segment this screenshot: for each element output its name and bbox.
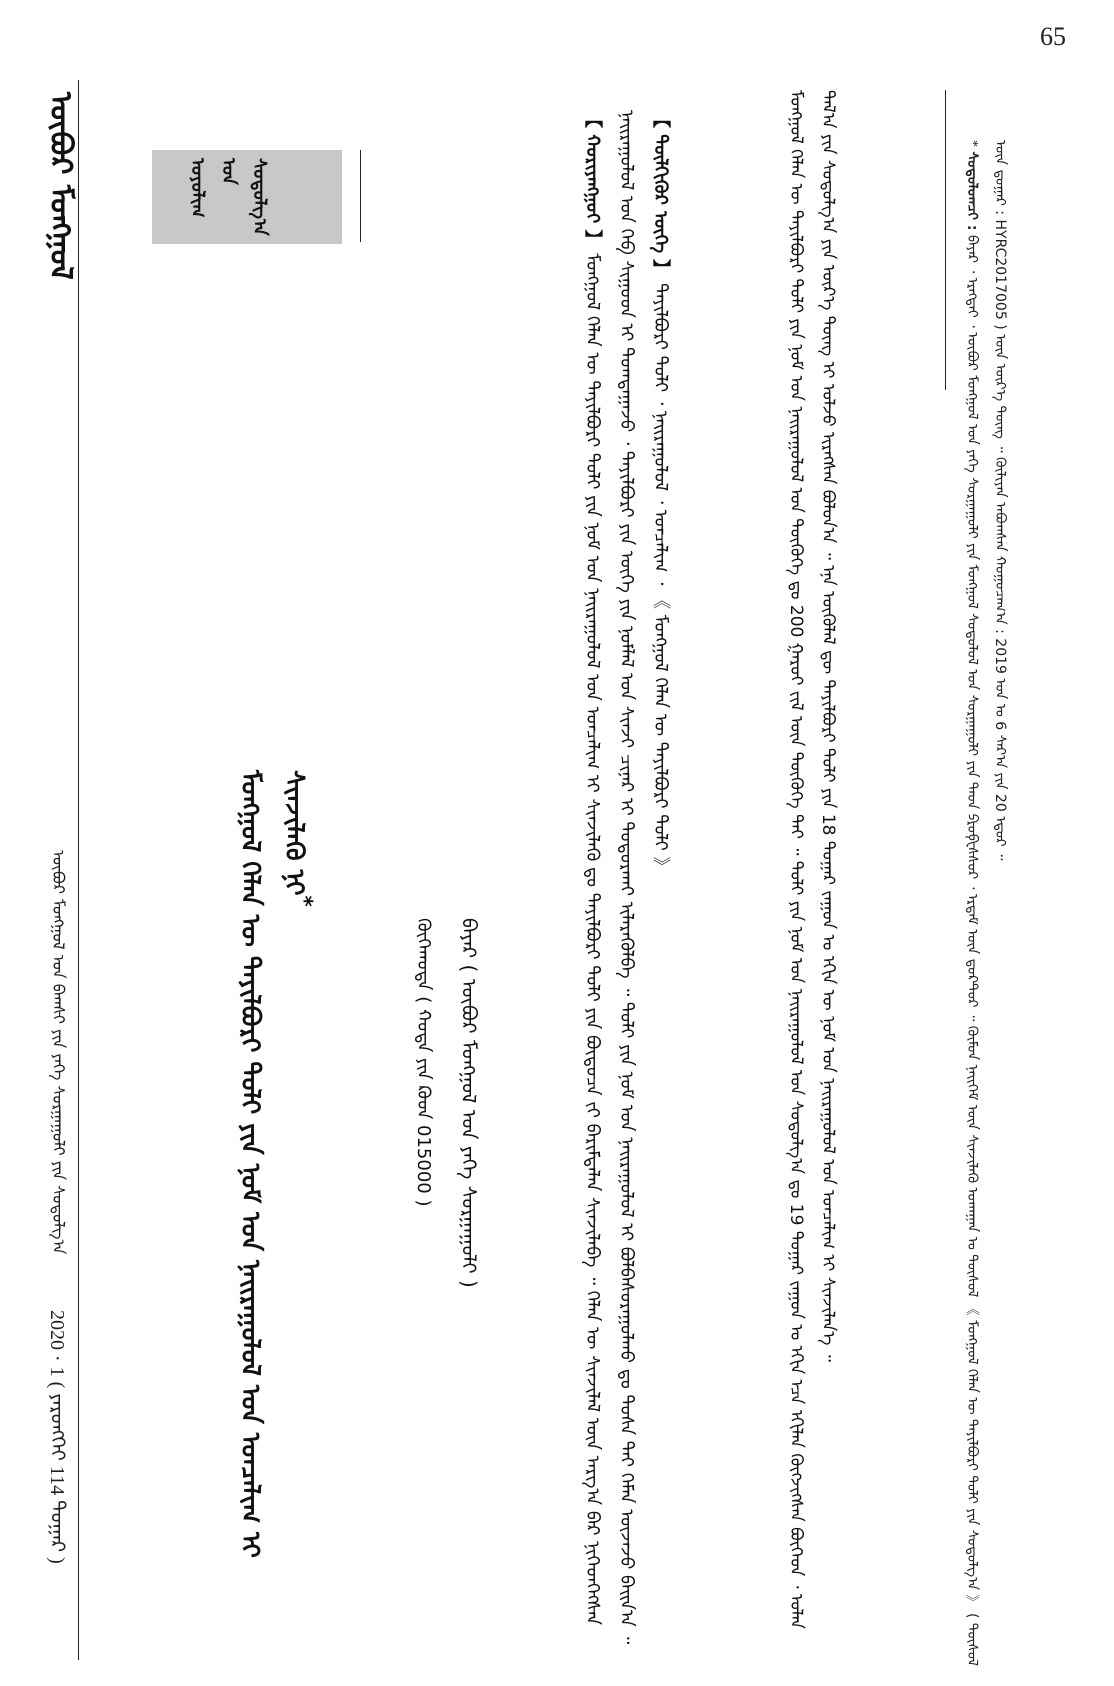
- category-rule: [360, 150, 361, 242]
- footnote-rule: [945, 90, 946, 390]
- keywords-heading: 【 ᠲᠦᠯᠬᠢᠭᠦᠷ ᠦᠭᠡ 】: [650, 110, 671, 278]
- article-title: [228, 770, 326, 1640]
- abstract-heading: 【 ᠬᠤᠷᠢᠶᠠᠩᠭᠤᠢ 】: [582, 110, 603, 248]
- issue-info: 2020 · 1 ( ᠶᠡᠷᠦᠩᠬᠡᠢ 114 ᠳᠤᠭᠠᠷ ): [46, 1310, 68, 1564]
- footnote-fund-prefix: ᠬᠥᠮᠦᠨ ᠨᠡᠢᠭᠡᠮ ᠦᠨ ᠰᠢᠨᠵᠢᠯᠡᠬᠦ ᠤᠬᠠᠭᠠᠨ ᠤ ᠲᠥᠰᠦᠯ 《 ᠮᠣᠩᠭᠣᠯ ᠬᠡᠯᠡᠨ ᠦ ᠲᠠᠶᠢᠯᠪᠤᠷᠢ ᠲᠣᠯᠢ ᠶᠢᠨ ᠰᠤᠳᠤᠯᠭ᠎ᠠ 》 ( ᠲᠥᠰᠦᠯ ᠦᠨ ᠳ᠋ᠤᠭᠠᠷ :: [964, 140, 1008, 1666]
- keywords-text: ᠲᠠᠶᠢᠯᠪᠤᠷᠢ ᠲᠣᠯᠢ ᠂ ᠨᠠᠢᠷᠠᠭᠤᠯᠤᠯ ᠂ ᠣᠨᠴᠠᠯᠢᠭ ᠂ 《 ᠮᠣᠩᠭᠣᠯ ᠬᠡᠯᠡᠨ ᠦ ᠲᠠᠶᠢᠯᠪᠤᠷᠢ ᠲᠣᠯᠢ 》: [650, 283, 671, 875]
- title-footnote-marker: *: [291, 895, 317, 907]
- category-box: [152, 150, 342, 244]
- author-line: ᠪᠠᠶᠠᠷ ( ᠥᠪᠦᠷ ᠮᠣᠩᠭᠣᠯ ᠤᠨ ᠶᠡᠬᠡ ᠰᠤᠷᠭᠠᠭᠤᠯᠢ ): [457, 918, 481, 1288]
- journal-subtitle: ᠥᠪᠦᠷ ᠮᠣᠩᠭᠣᠯ ᠤᠨ ᠪᠠᠭᠰᠢ ᠶᠢᠨ ᠶᠡᠬᠡ ᠰᠤᠷᠭᠠᠭᠤᠯᠢ ᠶᠢᠨ ᠰᠣᠳᠤᠯᠭ᠎ᠠ: [49, 850, 68, 1255]
- header-rule: [78, 80, 79, 1660]
- article-title-text: ᠮᠣᠩᠭᠣᠯ ᠬᠡᠯᠡᠨ ᠦ ᠲᠠᠶᠢᠯᠪᠤᠷᠢ ᠲᠣᠯᠢ ᠶᠢᠨ ᠨᠣᠮ ᠤᠨ ᠨᠠᠢᠷᠠᠭᠤᠯᠤᠯ ᠤᠨ ᠣᠨᠴᠠᠯᠢᠭ ᠢ ᠰᠢᠨᠵᠢᠯᠡᠬᠦ ᠨᠢ: [235, 770, 309, 1558]
- footnote-block: [958, 140, 1068, 1670]
- footnote-author-intro: ᠪᠠᠶᠠᠷ ᠂ ᠡᠷᠡᠭᠲᠡᠢ ᠂ ᠥᠪᠦᠷ ᠮᠣᠩᠭᠣᠯ ᠤᠨ ᠶᠡᠬᠡ ᠰᠤᠷᠭᠠᠭᠤᠯᠢ ᠶᠢᠨ ᠮᠣᠩᠭᠣᠯ ᠰᠤᠳᠤᠯᠤᠯ ᠤᠨ ᠰᠤᠷᠭᠠᠭᠤᠯᠢ ᠶᠢᠨ ᠳᠡᠳ ᠫᠷᠣᠹᠧᠰᠰᠣᠷ ᠂ ᠡᠷᠳᠡᠮ ᠦᠨ ᠳ᠋ᠣᠺᠲ᠋ᠣᠷ ᠃: [964, 234, 980, 1022]
- abstract-text: ᠮᠣᠩᠭᠣᠯ ᠬᠡᠯᠡᠨ ᠦ ᠲᠠᠶᠢᠯᠪᠤᠷᠢ ᠲᠣᠯᠢ ᠶᠢᠨ ᠨᠣᠮ ᠤᠨ ᠨᠠᠢᠷᠠᠭᠤᠯᠤᠯ ᠤᠨ ᠣᠨᠴᠠᠯᠢᠭ ᠢ ᠰᠢᠨᠵᠢᠯᠡᠬᠦ ᠳᠤ ᠲᠠᠶᠢᠯᠪᠤᠷᠢ ᠲᠣᠯᠢ ᠶᠢᠨ ᠪᠦᠲᠦᠴᠡ ᠵᠢ ᠪᠠᠷᠢᠮᠲᠠᠯᠠᠨ ᠰᠢᠨᠵᠢᠯᠡᠪᠡ ᠃ ᠬᠡᠯᠡᠨ ᠦ ᠰᠢᠨᠵᠢᠯᠡᠯ ᠦᠨ ᠠᠷᠭ᠎ᠠ ᠪᠠᠷ ᠨᠢᠭᠡᠳᠬᠡᠭᠰᠡᠨ ᠨᠠᠢᠷᠠᠭᠤᠯᠤᠯ ᠤᠨ ᠬᠡᠪ ᠰᠢᠭ᠋ᠤᠳ ᠢ ᠲᠣᠭᠲᠠᠭᠠᠵᠤ ᠂ ᠲᠠᠶᠢᠯᠪᠤᠷᠢ ᠶᠢᠨ ᠦᠭᠡ ᠶᠢᠨ ᠨᠣᠮᠯᠠᠯ ᠤᠨ ᠰᠢᠨᠵᠢ ᠴᠢᠨᠠᠷ ᠢ ᠲᠣᠳᠣᠷᠬᠠᠶ ᠢᠯᠡᠷᠡᠭᠦᠯᠪᠡ ᠃ ᠲᠣᠯᠢ ᠶᠢᠨ ᠨᠣᠮ ᠤᠨ ᠨᠠᠢᠷᠠᠭᠤᠯᠤᠯ ᠢ ᠪᠣᠯᠪᠠᠰᠤᠷᠠᠭᠤᠯᠬᠤ ᠳᠤ ᠲᠤᠰᠠ ᠲᠠᠢ ᠬᠡᠮᠡᠨ ᠦᠵᠡᠵᠦ ᠪᠠᠢᠨ᠎ᠠ ᠃: [582, 110, 637, 1645]
- page-number: 65: [1040, 22, 1066, 51]
- footnote-star: *: [965, 140, 980, 147]
- journal-name: ᠥᠪᠦᠷ ᠮᠣᠩᠭᠣᠯ: [43, 92, 78, 280]
- body-paragraph: ᠮᠣᠩᠭᠣᠯ ᠬᠡᠯᠡᠨ ᠦ ᠲᠠᠶᠢᠯᠪᠤᠷᠢ ᠲᠣᠯᠢ ᠶᠢᠨ ᠨᠣᠮ ᠤᠨ ᠨᠠᠢᠷᠠᠭᠤᠯᠤᠯ ᠤᠨ ᠲᠦᠭᠦᠬᠡ ᠳᠤ 200 ᠭᠠᠷᠤᠢ ᠵᠢᠯ ᠦᠨ ᠲᠦᠭᠦᠬᠡ ᠲᠠᠢ ᠃ ᠲᠣᠯᠢ ᠶᠢᠨ ᠨᠣᠮ ᠤᠨ ᠨᠠᠢᠷᠠᠭᠤᠯᠤᠯ ᠤᠨ ᠰᠤᠳᠤᠯᠭ᠎ᠠ ᠳᠤ 19 ᠳᠤᠭᠠᠷ ᠵᠠᠭᠤᠨ ᠤ ᠡᠬᠢᠨ ᠡᠴᠡ ᠡᠬᠢᠯᠡᠨ ᠬᠥᠭᠵᠢᠭᠰᠡᠨ ᠪᠥᠭᠡᠳ ᠂ ᠣᠯᠠᠨ ᠲᠠᠯ᠎ᠠ ᠶᠢᠨ ᠰᠤᠳᠤᠯᠭ᠎ᠠ ᠶᠢᠨ ᠦᠷ᠎ᠡ ᠳᠦᠩ ᠢ ᠣᠯᠵᠤ ᠢᠷᠡᠭᠰᠡᠨ ᠪᠣᠯᠤᠨ᠎ᠠ ᠃ ᠡᠨᠡ ᠦᠭᠦᠯᠡᠯ ᠳᠦ ᠲᠠᠶᠢᠯᠪᠤᠷᠢ ᠲᠣᠯᠢ ᠶᠢᠨ 18 ᠳᠤᠭᠠᠷ ᠵᠠᠭᠤᠨ ᠤ ᠡᠬᠢᠨ ᠦ ᠨᠣᠮ ᠤᠨ ᠨᠠᠢᠷᠠᠭᠤᠯᠤᠯ ᠤᠨ ᠣᠨᠴᠠᠯᠢᠭ ᠢ ᠰᠢᠨᠵᠢᠯᠡᠨ᠎ᠡ ᠃: [786, 90, 838, 1629]
- footnote-fund-code: HYRC2017005: [992, 219, 1008, 320]
- affiliation-line: ᠬᠥᠬᠡᠬᠣᠲᠠ ( ᠬᠣᠲᠠ ᠶᠢᠨ ᠺᠣᠳ 015000 ): [413, 918, 434, 1207]
- category-label: ᠤᠶᠤᠯᠢᠭ ᠤᠨ ᠰᠣᠳᠤᠯᠭ᠎ᠠ: [187, 158, 270, 236]
- footnote-label: ᠰᠤᠳᠤᠯᠤᠭᠴᠢ :: [964, 151, 980, 231]
- footnote-received: ᠬᠦᠯᠢᠶᠡᠨ ᠠᠪᠤᠭᠰᠠᠨ ᠬᠤᠭᠤᠴᠠᠭ᠎ᠠ : 2019 ᠣᠨ ᠤ 6 ᠰᠠᠷ᠎ᠠ ᠶᠢᠨ 20 ᠡᠳᠦᠷ ᠃: [992, 457, 1008, 861]
- footnote-fund-suffix: ) ᠦᠨ ᠦᠷ᠎ᠡ ᠳᠦᠩ ᠃: [992, 324, 1008, 453]
- abstract-block: [575, 110, 715, 1670]
